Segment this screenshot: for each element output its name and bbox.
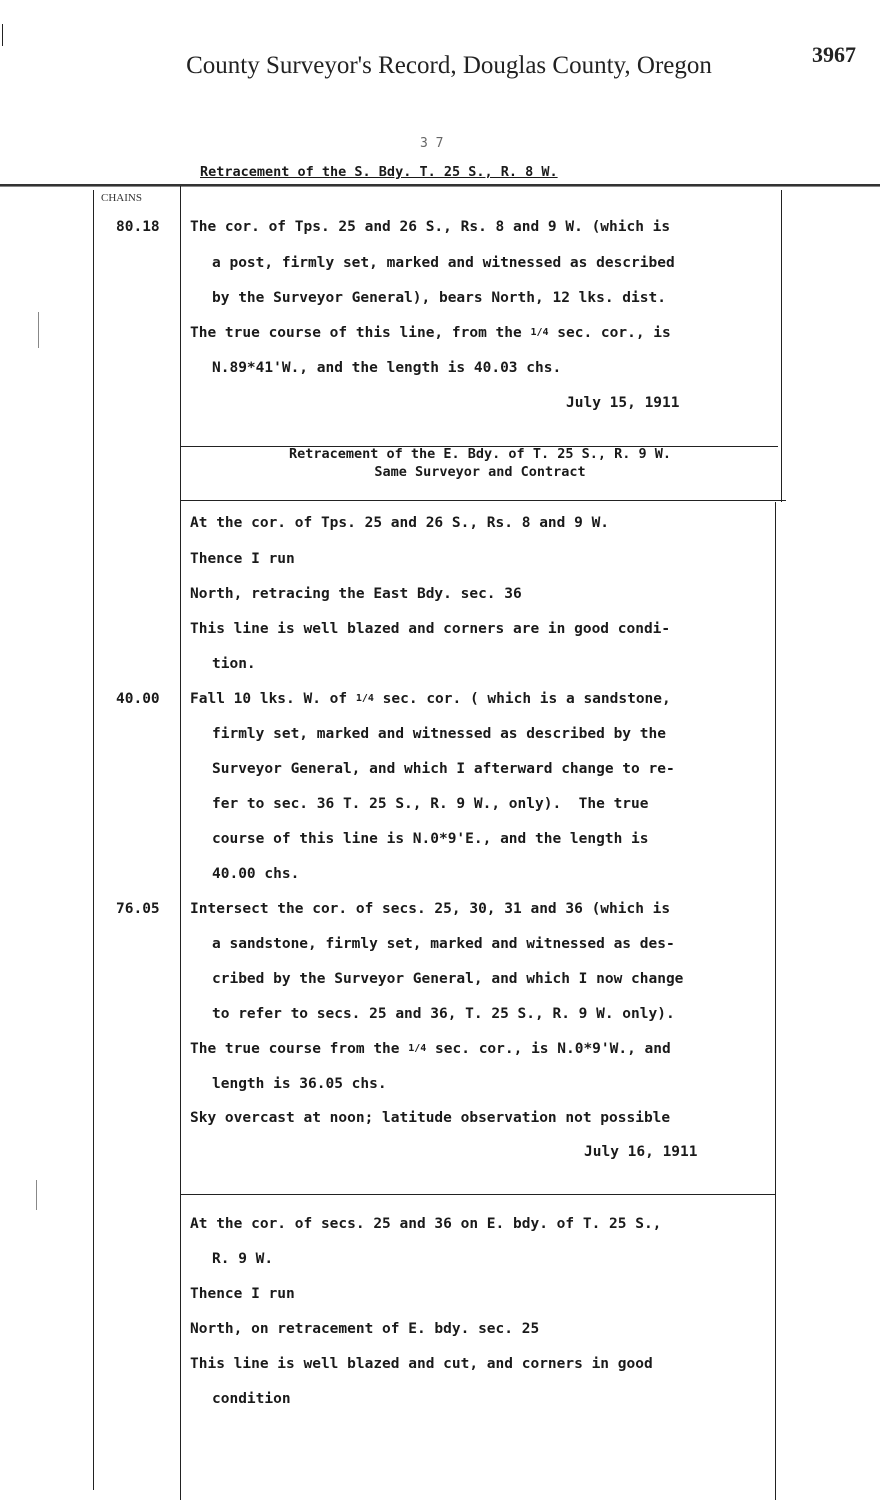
note-line: firmly set, marked and witnessed as described by the (212, 726, 666, 742)
text-segment: sec. cor. ( which is a sandstone, (373, 691, 671, 707)
note-line: At the cor. of secs. 25 and 36 on E. bdy. of T. 25 S., (190, 1216, 662, 1232)
note-line: At the cor. of Tps. 25 and 26 S., Rs. 8 and 9 W. (190, 515, 610, 531)
note-line: tion. (212, 656, 256, 672)
margin-pencil-mark (36, 1180, 37, 1210)
note-line: Thence I run (190, 1286, 295, 1302)
fraction-quarter: 1/4 (408, 1043, 427, 1054)
note-line: Intersect the cor. of secs. 25, 30, 31 and 36 (which is (190, 901, 671, 917)
note-line (190, 325, 671, 341)
fraction-quarter: 1/4 (530, 327, 549, 338)
section-divider-2 (180, 500, 786, 501)
note-line: The cor. of Tps. 25 and 26 S., Rs. 8 and 9 W. (which is (190, 219, 671, 235)
chains-value-80-18: 80.18 (116, 219, 160, 235)
note-line: length is 36.05 chs. (212, 1076, 387, 1092)
note-line: 40.00 chs. (212, 866, 300, 882)
left-column-rule (93, 190, 94, 1490)
note-line: This line is well blazed and cut, and corners in good (190, 1356, 653, 1372)
right-column-rule-lower (775, 502, 776, 1500)
edge-mark (2, 24, 3, 46)
note-line: N.89*41'W., and the length is 40.03 chs. (212, 360, 562, 376)
margin-pencil-mark (38, 312, 39, 348)
note-line: a post, firmly set, marked and witnessed as described (212, 255, 675, 271)
note-line: a sandstone, firmly set, marked and witnessed as des- (212, 936, 675, 952)
text-segment: The true course from the (190, 1041, 409, 1057)
chains-value-40-00: 40.00 (116, 691, 160, 707)
note-line: by the Surveyor General), bears North, 12 lks. dist. (212, 290, 666, 306)
note-line: North, retracing the East Bdy. sec. 36 (190, 586, 522, 602)
note-line (190, 1041, 671, 1057)
entry-date: July 16, 1911 (584, 1144, 698, 1160)
note-line: Thence I run (190, 551, 295, 567)
text-segment: Fall 10 lks. W. of (190, 691, 356, 707)
top-rule (0, 184, 880, 187)
note-line: Surveyor General, and which I afterward change to re- (212, 761, 675, 777)
chains-value-76-05: 76.05 (116, 901, 160, 917)
right-column-rule (781, 190, 782, 502)
note-line: North, on retracement of E. bdy. sec. 25 (190, 1321, 540, 1337)
note-line: fer to sec. 36 T. 25 S., R. 9 W., only). The true (212, 796, 649, 812)
entry-date: July 15, 1911 (566, 395, 680, 411)
fraction-quarter: 1/4 (355, 693, 374, 704)
section-subtitle: Same Surveyor and Contract (374, 464, 586, 480)
section-title-south-boundary: Retracement of the S. Bdy. T. 25 S., R. 8 W. (200, 164, 558, 180)
section-divider-3 (180, 1194, 776, 1195)
note-line: condition (212, 1391, 291, 1407)
note-line (190, 691, 671, 707)
text-segment: sec. cor., is (548, 325, 671, 341)
record-title: County Surveyor's Record, Douglas County, Oregon (186, 52, 712, 79)
note-line: This line is well blazed and corners are in good condi- (190, 621, 671, 637)
note-line: R. 9 W. (212, 1251, 274, 1267)
page-number: 3967 (812, 42, 856, 67)
note-line: cribed by the Surveyor General, and which I now change (212, 971, 684, 987)
note-line: Sky overcast at noon; latitude observation not possible (190, 1110, 671, 1126)
note-line: to refer to secs. 25 and 36, T. 25 S., R. 9 W. only). (212, 1006, 675, 1022)
section-title-east-boundary: Retracement of the E. Bdy. of T. 25 S., R. 9 W. (288, 446, 671, 462)
chains-column-header: CHAINS (101, 192, 142, 204)
handwritten-page-mark: 3 7 (420, 136, 444, 151)
note-line: course of this line is N.0*9'E., and the length is (212, 831, 649, 847)
text-segment: sec. cor., is N.0*9'W., and (426, 1041, 671, 1057)
chains-column-rule (180, 186, 181, 1500)
text-segment: The true course of this line, from the (190, 325, 531, 341)
